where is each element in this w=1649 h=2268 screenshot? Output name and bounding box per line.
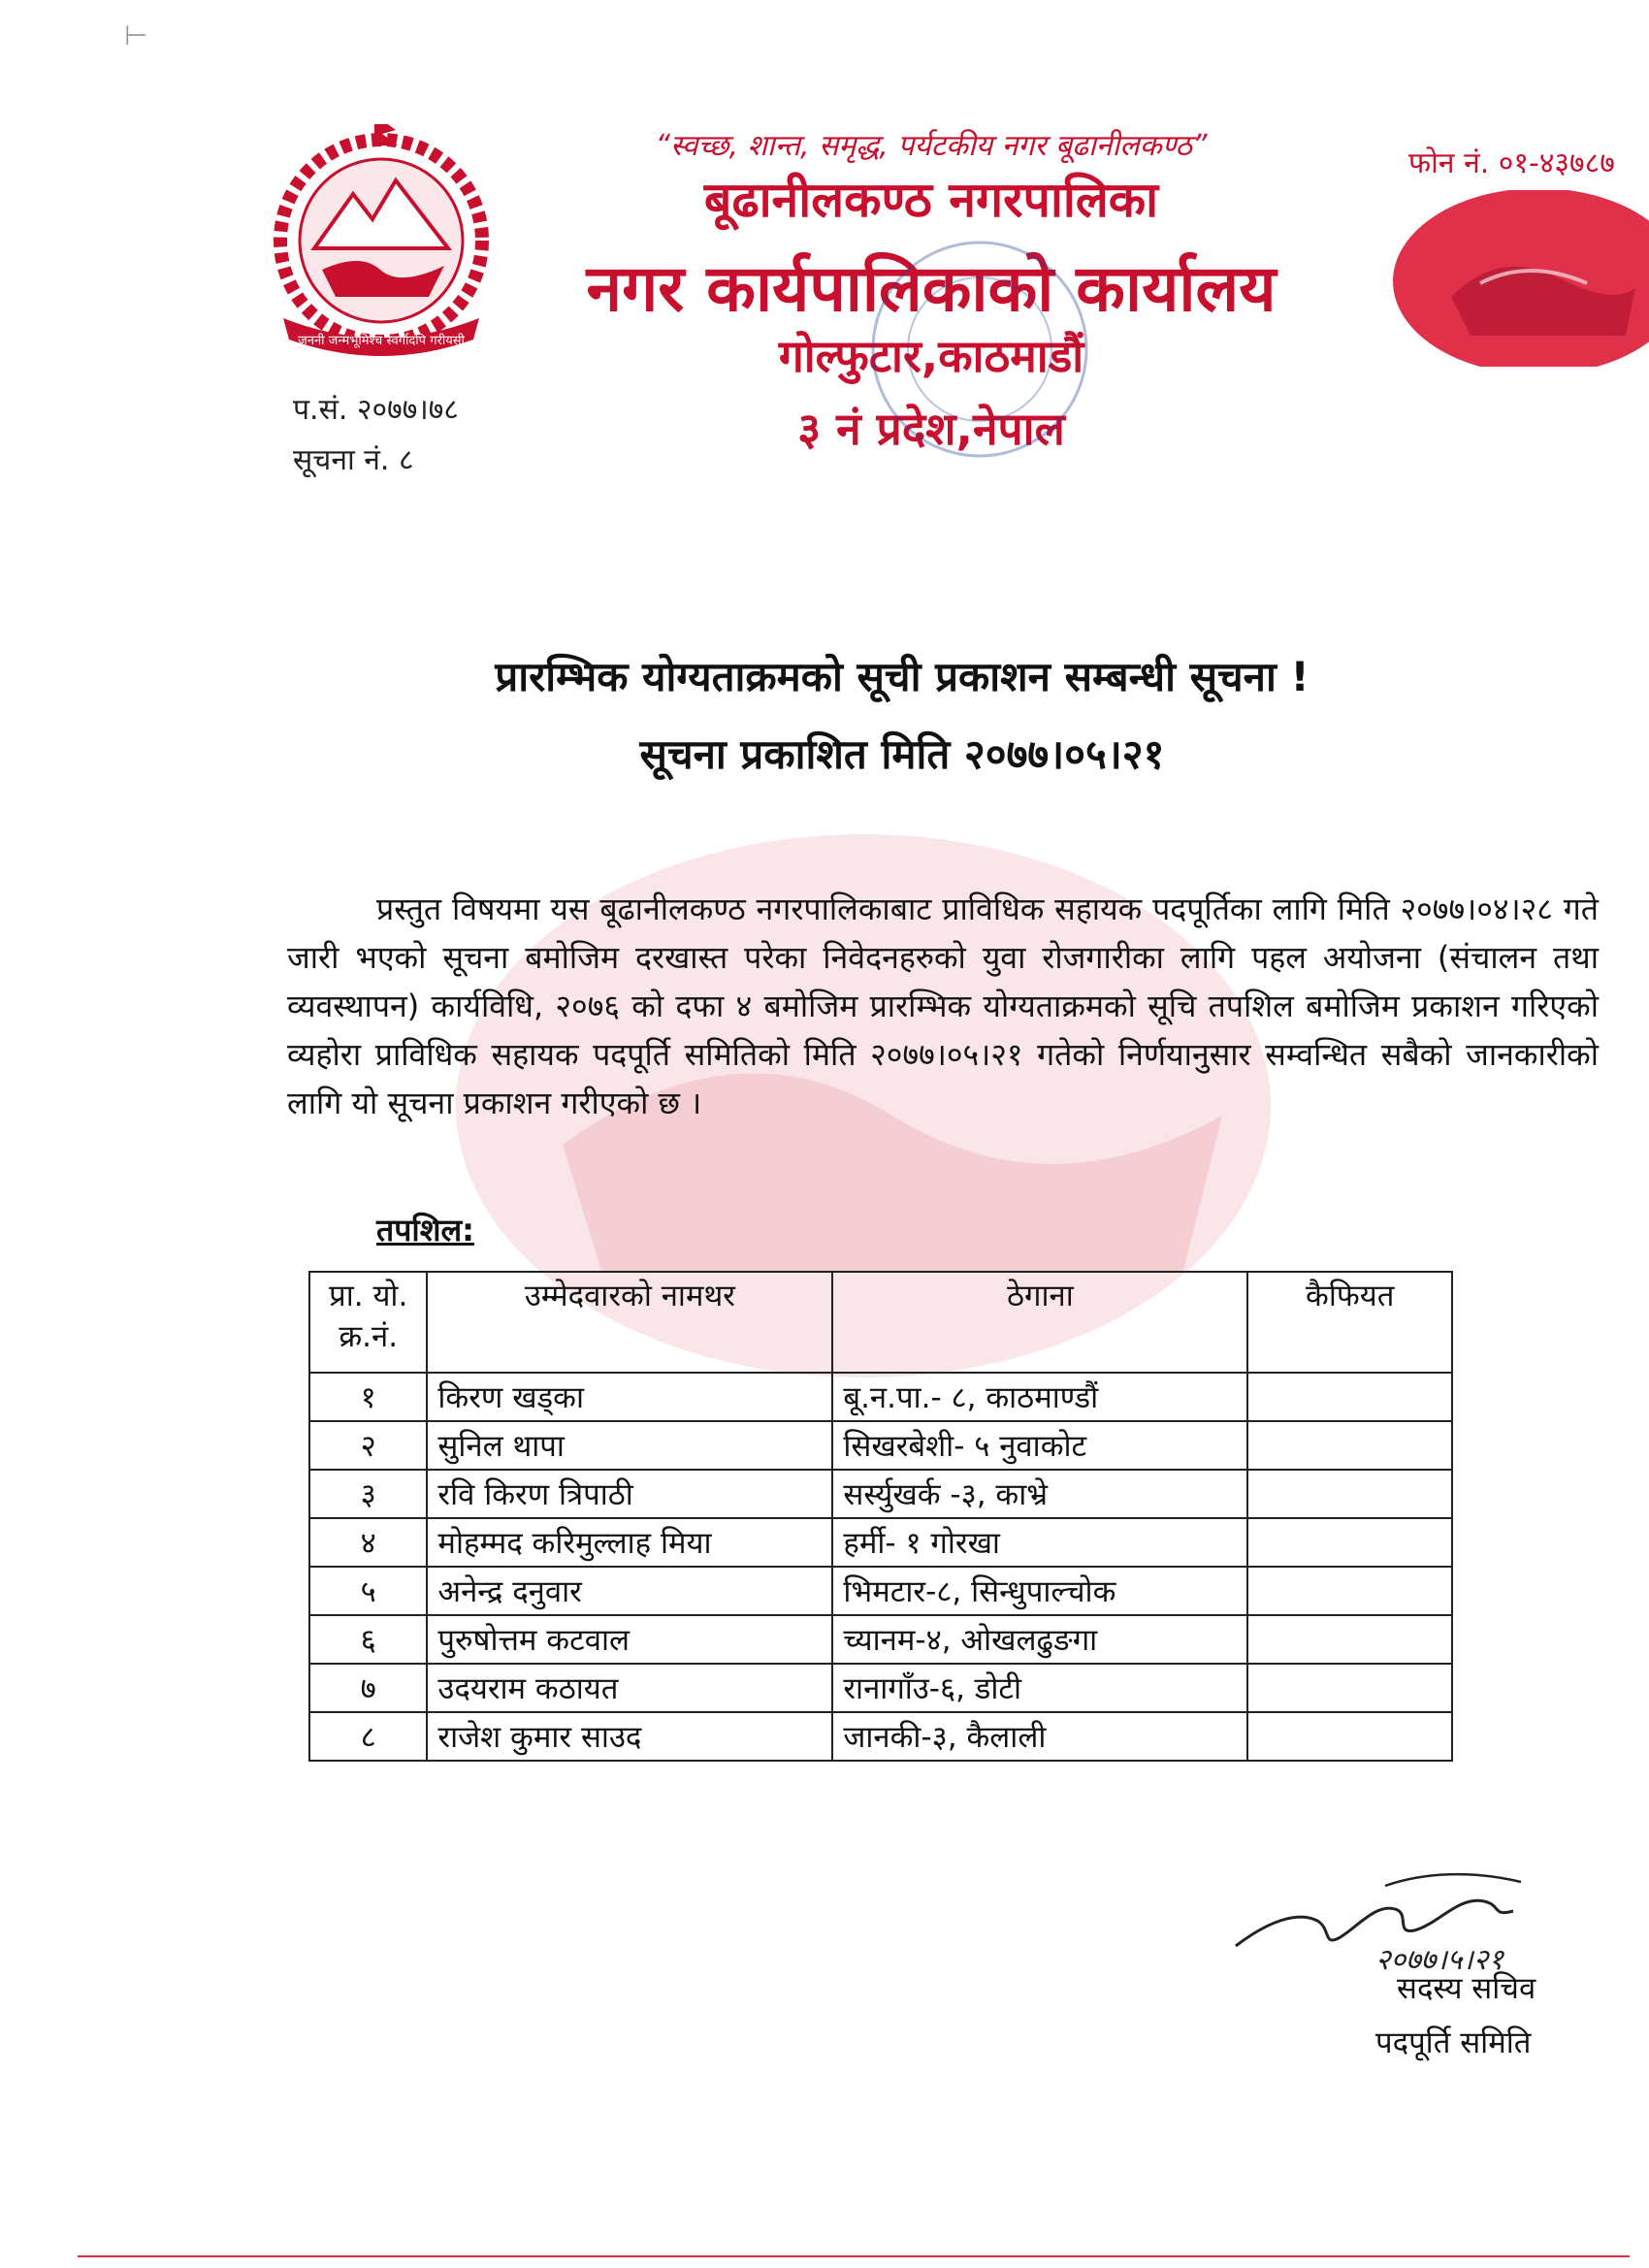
header-address: ठेगाना <box>832 1272 1247 1373</box>
rank-cell: २ <box>309 1421 427 1470</box>
rank-cell: ४ <box>309 1518 427 1567</box>
table-row <box>309 1373 1452 1421</box>
municipality-seal-icon <box>1393 190 1649 367</box>
corner-pen-mark: ⊢ <box>124 19 148 51</box>
notice-published-date: सूचना प्रकाशित मिति २०७७।०५।२१ <box>639 730 1165 778</box>
municipality-name: बूढानीलकण्ठ नगरपालिका <box>703 172 1159 228</box>
header-candidate-name: उम्मेदवारको नामथर <box>427 1272 832 1373</box>
table-row <box>309 1567 1452 1615</box>
table-row <box>309 1664 1452 1712</box>
rank-cell: ७ <box>309 1664 427 1712</box>
name-cell: पुरुषोत्तम कटवाल <box>427 1615 832 1664</box>
table-row <box>309 1421 1452 1470</box>
address-cell: च्यानम-४, ओखलढुङगा <box>832 1615 1247 1664</box>
table-row <box>309 1712 1452 1761</box>
rank-cell: ६ <box>309 1615 427 1664</box>
name-cell: राजेश कुमार साउद <box>427 1712 832 1761</box>
candidate-list-table <box>308 1271 1453 1762</box>
letter-reference-number: प.सं. २०७७।७८ <box>293 393 459 427</box>
remarks-cell <box>1247 1664 1452 1712</box>
name-cell: किरण खड्का <box>427 1373 832 1421</box>
rank-cell: ५ <box>309 1567 427 1615</box>
svg-text:२०७७।५।२१: २०७७।५।२१ <box>1375 1943 1504 1977</box>
address-cell: बू.न.पा.- ८, काठमाण्डौं <box>832 1373 1247 1421</box>
remarks-cell <box>1247 1712 1452 1761</box>
remarks-cell <box>1247 1373 1452 1421</box>
address-cell: भिमटार-८, सिन्धुपाल्चोक <box>832 1567 1247 1615</box>
address-cell: हर्मी- १ गोरखा <box>832 1518 1247 1567</box>
table-header-row <box>309 1272 1452 1373</box>
details-heading: तपशिल: <box>376 1212 474 1248</box>
office-location: गोल्फुटार,काठमाडौं <box>778 330 1084 382</box>
footer-line <box>78 2255 1630 2257</box>
phone-number: फोन नं. ०१-४३७८७ <box>1408 146 1615 180</box>
signature-icon <box>1230 1853 1579 1979</box>
name-cell: सुनिल थापा <box>427 1421 832 1470</box>
notice-title: प्रारम्भिक योग्यताक्रमको सूची प्रकाशन सम्बन्धी सूचना ! <box>495 653 1310 700</box>
name-cell: मोहम्मद करिमुल्लाह मिया <box>427 1518 832 1567</box>
table-row <box>309 1615 1452 1664</box>
header-rank: प्रा. यो. क्र.नं. <box>309 1272 427 1373</box>
rank-cell: ३ <box>309 1470 427 1518</box>
province-name: ३ नं प्रदेश,नेपाल <box>797 403 1065 455</box>
table-row <box>309 1470 1452 1518</box>
name-cell: अनेन्द्र दनुवार <box>427 1567 832 1615</box>
remarks-cell <box>1247 1567 1452 1615</box>
address-cell: सर्स्युखर्क -३, काभ्रे <box>832 1470 1247 1518</box>
signatory-committee: पदपूर्ति समिति <box>1375 2025 1532 2060</box>
office-name: नगर कार्यपालिकाको कार्यालय <box>586 251 1277 326</box>
address-cell: रानागाँउ-६, डोटी <box>832 1664 1247 1712</box>
table-row <box>309 1518 1452 1567</box>
notice-number: सूचना नं. ८ <box>293 443 414 477</box>
address-cell: जानकी-३, कैलाली <box>832 1712 1247 1761</box>
municipality-slogan: “स्वच्छ, शान्त, समृद्ध, पर्यटकीय नगर बूढानीलकण्ठ” <box>655 129 1208 163</box>
signatory-designation: सदस्य सचिव <box>1397 1971 1536 2006</box>
address-cell: सिखरबेशी- ५ नुवाकोट <box>832 1421 1247 1470</box>
name-cell: रवि किरण त्रिपाठी <box>427 1470 832 1518</box>
remarks-cell <box>1247 1615 1452 1664</box>
nepal-emblem-icon <box>254 124 508 365</box>
svg-text:जननी जन्मभूमिश्च स्वर्गादपि गर: जननी जन्मभूमिश्च स्वर्गादपि गरीयसी <box>298 334 465 348</box>
remarks-cell <box>1247 1470 1452 1518</box>
notice-body: प्रस्तुत विषयमा यस बूढानीलकण्ठ नगरपालिकाबाट प्राविधिक सहायक पदपूर्तिका लागि मिति २०७७।०४।२८ गते जारी भएको सूचना बमोजिम दरखास्त परेका निवेदनहरुको युवा रोजगारीका लागि पहल अयोजना (संचालन तथा व्यवस्थापन) कार्यविधि, २०७६ को दफा ४ बमोजिम प्रारम्भिक योग्यताक्रमको सूचि तपशिल बमोजिम प्रकाशन गरिएको व्यहोरा प्राविधिक सहायक पदपूर्ति समितिको मिति २०७७।०५।२१ गतेको निर्णयानुसार सम्वन्धित सबैको जानकारीको लागि यो सूचना प्रकाशन गरीएको छ । <box>287 891 1599 1121</box>
remarks-cell <box>1247 1518 1452 1567</box>
office-stamp-icon <box>854 233 1106 466</box>
remarks-cell <box>1247 1421 1452 1470</box>
name-cell: उदयराम कठायत <box>427 1664 832 1712</box>
header-remarks: कैफियत <box>1247 1272 1452 1373</box>
rank-cell: ८ <box>309 1712 427 1761</box>
rank-cell: १ <box>309 1373 427 1421</box>
